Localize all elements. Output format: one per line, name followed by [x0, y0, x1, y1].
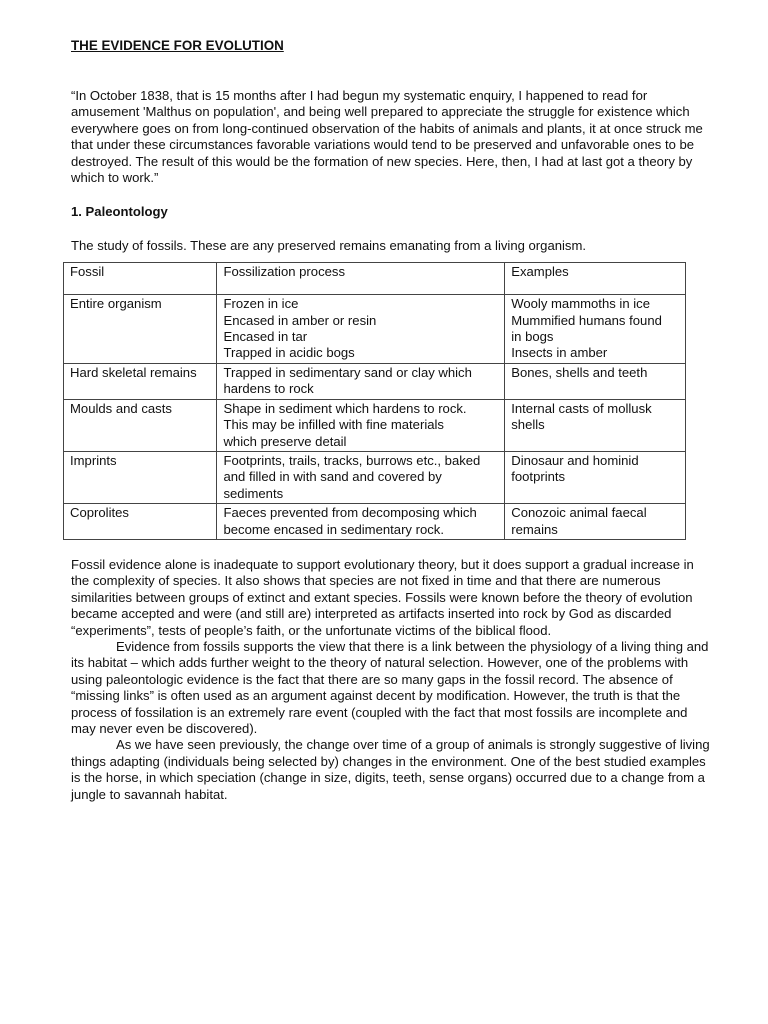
intro-paragraph: The study of fossils. These are any preserved remains emanating from a living organism.: [71, 237, 587, 253]
example-line: in bogs: [511, 329, 554, 345]
fossil-table: [63, 262, 686, 540]
examples-cell: [505, 504, 686, 540]
process-line: Trapped in sedimentary sand or clay which: [223, 364, 472, 380]
process-line: hardens to rock: [223, 381, 314, 397]
process-line: Encased in tar: [223, 329, 308, 345]
table-row: [64, 504, 686, 540]
examples-cell: [505, 451, 686, 503]
example-line: Conozoic animal faecal: [511, 505, 647, 521]
example-line: Insects in amber: [511, 345, 608, 361]
process-line: sediments: [223, 485, 284, 501]
table-header-row: [64, 263, 686, 295]
example-line: Mummified humans found: [511, 312, 662, 328]
process-line: Shape in sediment which hardens to rock.: [223, 400, 467, 416]
process-cell: [217, 504, 505, 540]
process-line: become encased in sedimentary rock.: [223, 521, 444, 537]
examples-cell: [505, 363, 686, 399]
example-line: Wooly mammoths in ice: [511, 296, 650, 312]
table-row: [64, 399, 686, 451]
document-page: [71, 38, 711, 803]
table-header-cell: Fossil: [64, 263, 217, 295]
process-line: Trapped in acidic bogs: [223, 345, 355, 361]
table-header-cell: Fossilization process: [217, 263, 505, 295]
body-paragraph-2: Evidence from fossils supports the view that there is a link between the physiology of a living thing and its habitat – which adds further weight to the theory of natural selection. However, one of the problems with using paleontologic evidence is the fact that there are so many gaps in the fossil record. The absence of “missing links” is often used as an argument against decent by modification. However, the truth is that the process of fossilation is an extremely rare event (coupled with the fact that most fossils are incomplete and may never even be discovered).: [71, 638, 709, 736]
fossil-cell: Coprolites: [64, 504, 217, 540]
process-line: Encased in amber or resin: [223, 312, 377, 328]
fossil-cell: Imprints: [64, 451, 217, 503]
example-line: remains: [511, 521, 558, 537]
process-cell: [217, 451, 505, 503]
body-text: [71, 557, 711, 803]
fossil-cell: Entire organism: [64, 295, 217, 364]
process-line: Frozen in ice: [223, 296, 299, 312]
examples-cell: [505, 295, 686, 364]
example-line: Internal casts of mollusk: [511, 400, 652, 416]
document-title: THE EVIDENCE FOR EVOLUTION: [71, 38, 284, 53]
example-line: shells: [511, 417, 545, 433]
body-paragraph-1: Fossil evidence alone is inadequate to support evolutionary theory, but it does support a gradual increase in the complexity of species. It also shows that species are not fixed in time and that there are numerous similarities between groups of extinct and extant species. Fossils were known before the theory of evolution became accepted and were (and still are) interpreted as artifacts inserted into rock by God as discarded “experiments”, tests of people’s faith, or the unfortunate victims of the biblical flood.: [71, 556, 694, 638]
process-line: and filled in with sand and covered by: [223, 469, 442, 485]
process-line: which preserve detail: [223, 433, 347, 449]
process-cell: [217, 295, 505, 364]
example-line: Bones, shells and teeth: [511, 364, 648, 380]
example-line: footprints: [511, 469, 566, 485]
body-paragraph-3: As we have seen previously, the change over time of a group of animals is strongly suggestive of living things adapting (individuals being selected by) changes in the environment. One of the best studied examples is the horse, in which speciation (change in size, digits, teeth, sense organs) occurred due to a change from a jungle to savannah habitat.: [71, 737, 710, 802]
process-line: This may be infilled with fine materials: [223, 417, 444, 433]
fossil-cell: Hard skeletal remains: [64, 363, 217, 399]
process-cell: [217, 363, 505, 399]
examples-cell: [505, 399, 686, 451]
table-header-cell: Examples: [505, 263, 686, 295]
table-row: [64, 451, 686, 503]
darwin-quote: “In October 1838, that is 15 months after I had begun my systematic enquiry, I happened to read for amusement 'Malthus on population', and being well prepared to appreciate the struggle for existence which everywhere goes on from long-continued observation of the habits of animals and plants, it at once struck me that under these circumstances favorable variations would tend to be preserved and unfavorable ones to be destroyed. The result of this would be the formation of new species. Here, then, I had at last got a theory by which to work.”: [71, 88, 703, 186]
example-line: Dinosaur and hominid: [511, 452, 639, 468]
table-row: [64, 295, 686, 364]
section-heading: 1. Paleontology: [71, 204, 168, 220]
process-cell: [217, 399, 505, 451]
table-row: [64, 363, 686, 399]
process-line: Footprints, trails, tracks, burrows etc., baked: [223, 452, 481, 468]
process-line: Faeces prevented from decomposing which: [223, 505, 477, 521]
fossil-cell: Moulds and casts: [64, 399, 217, 451]
